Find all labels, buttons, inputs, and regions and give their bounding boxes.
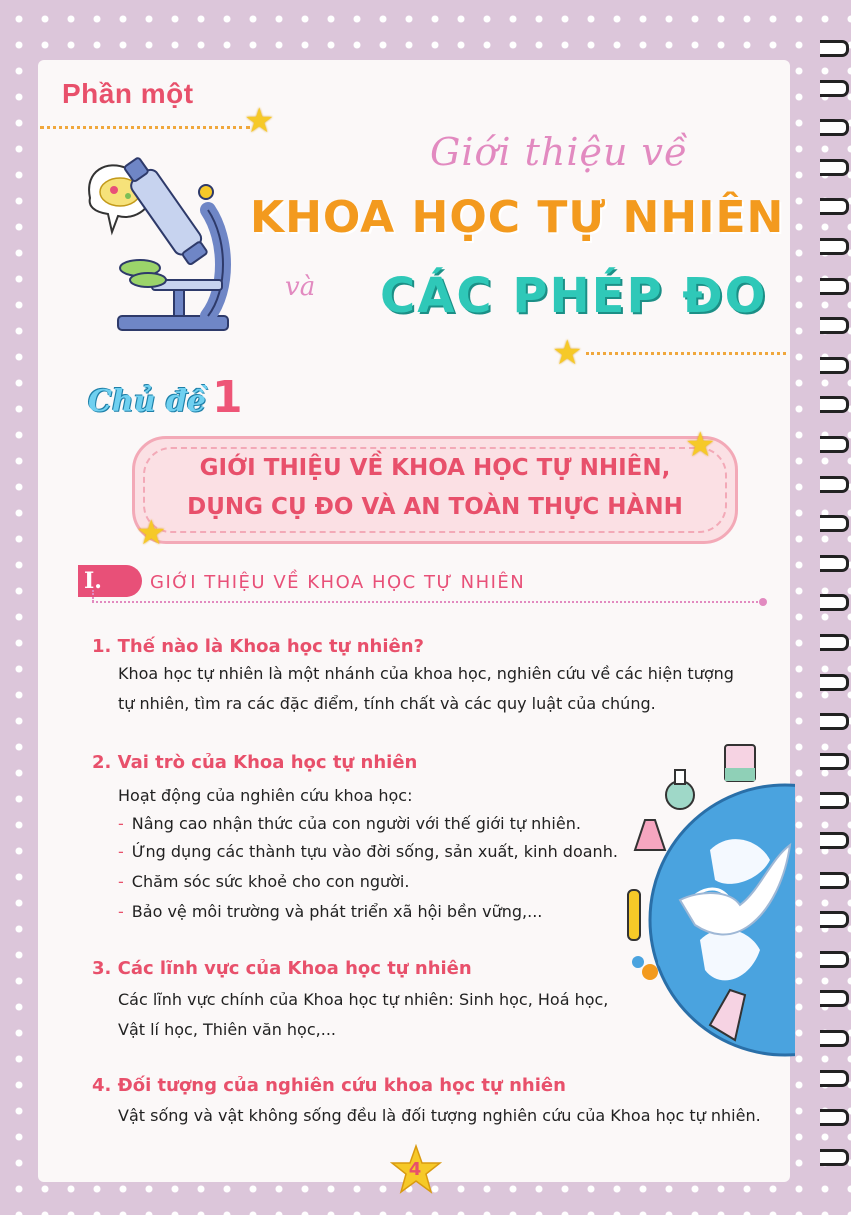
bullet-mark: - [118, 872, 124, 891]
binding-ring [820, 80, 849, 97]
binding-ring [820, 792, 849, 809]
bullet-text: Chăm sóc sức khoẻ cho con người. [131, 872, 410, 891]
section-divider-dot [759, 598, 767, 606]
item-2-intro: Hoạt động của nghiên cứu khoa học: [118, 786, 413, 805]
topic-number: 1 [212, 372, 243, 423]
binding-ring [820, 278, 849, 295]
binding-ring [820, 832, 849, 849]
binding-ring [820, 713, 849, 730]
bullet-mark: - [118, 814, 124, 833]
globe-science-illustration [620, 740, 795, 1060]
binding-ring [820, 159, 849, 176]
item-1-line-1: Khoa học tự nhiên là một nhánh của khoa học, nghiên cứu về các hiện tượng [118, 664, 734, 683]
binding-ring [820, 753, 849, 770]
binding-ring [820, 317, 849, 334]
binding-ring [820, 40, 849, 57]
binding-ring [820, 634, 849, 651]
section-badge: I. [78, 565, 142, 597]
binding-ring [820, 476, 849, 493]
star-icon: ★ [552, 333, 583, 373]
section-divider-tick [92, 590, 94, 602]
bullet-text: Bảo vệ môi trường và phát triển xã hội bền vững,... [131, 902, 543, 921]
bullet-mark: - [118, 842, 124, 861]
bullet-text: Ứng dụng các thành tựu vào đời sống, sản xuất, kinh doanh. [131, 842, 618, 861]
list-item [118, 902, 542, 921]
binding-ring [820, 119, 849, 136]
spiral-binding [817, 40, 851, 1200]
binding-ring [820, 555, 849, 572]
header-dotted-line-top [40, 126, 250, 129]
binding-ring [820, 515, 849, 532]
topic-title-box [132, 436, 738, 544]
item-3-line-2: Vật lí học, Thiên văn học,... [118, 1020, 336, 1039]
star-icon: ★ [244, 101, 275, 141]
bullet-mark: - [118, 902, 124, 921]
list-item [118, 872, 409, 891]
binding-ring [820, 990, 849, 1007]
main-title-2: CÁC PHÉP ĐO [380, 268, 768, 324]
part-label: Phần một [62, 78, 194, 109]
binding-ring [820, 436, 849, 453]
binding-ring [820, 396, 849, 413]
item-3-heading: 3. Các lĩnh vực của Khoa học tự nhiên [92, 958, 472, 979]
binding-ring [820, 238, 849, 255]
topic-title-line-1: GIỚI THIỆU VỀ KHOA HỌC TỰ NHIÊN, [199, 455, 671, 481]
section-divider [92, 601, 762, 603]
header-dotted-line-bottom [586, 352, 786, 355]
binding-ring [820, 1030, 849, 1047]
item-2-heading: 2. Vai trò của Khoa học tự nhiên [92, 752, 418, 773]
binding-ring [820, 1070, 849, 1087]
binding-ring [820, 357, 849, 374]
binding-ring [820, 951, 849, 968]
item-4-line-1: Vật sống và vật không sống đều là đối tượng nghiên cứu của Khoa học tự nhiên. [118, 1106, 761, 1125]
binding-ring [820, 911, 849, 928]
binding-ring [820, 594, 849, 611]
script-title: Giới thiệu về [430, 130, 689, 174]
binding-ring [820, 674, 849, 691]
star-icon: ★ [136, 513, 167, 553]
item-3-line-1: Các lĩnh vực chính của Khoa học tự nhiên: Sinh học, Hoá học, [118, 990, 609, 1009]
section-title: GIỚI THIỆU VỀ KHOA HỌC TỰ NHIÊN [150, 572, 526, 593]
binding-ring [820, 872, 849, 889]
microscope-illustration [78, 140, 258, 340]
main-title: KHOA HỌC TỰ NHIÊN [250, 192, 785, 243]
topic-label: Chủ đề [88, 384, 207, 419]
list-item [118, 814, 581, 833]
binding-ring [820, 198, 849, 215]
binding-ring [820, 1149, 849, 1166]
page-number: 4 [408, 1159, 422, 1180]
item-1-heading: 1. Thế nào là Khoa học tự nhiên? [92, 636, 424, 657]
item-1-line-2: tự nhiên, tìm ra các đặc điểm, tính chất và các quy luật của chúng. [118, 694, 656, 713]
and-word: và [285, 272, 316, 302]
star-icon: ★ [685, 425, 716, 465]
binding-ring [820, 1109, 849, 1126]
item-4-heading: 4. Đối tượng của nghiên cứu khoa học tự nhiên [92, 1075, 566, 1096]
topic-title-line-2: DỤNG CỤ ĐO VÀ AN TOÀN THỰC HÀNH [187, 494, 683, 520]
bullet-text: Nâng cao nhận thức của con người với thế giới tự nhiên. [131, 814, 581, 833]
list-item [118, 842, 618, 861]
